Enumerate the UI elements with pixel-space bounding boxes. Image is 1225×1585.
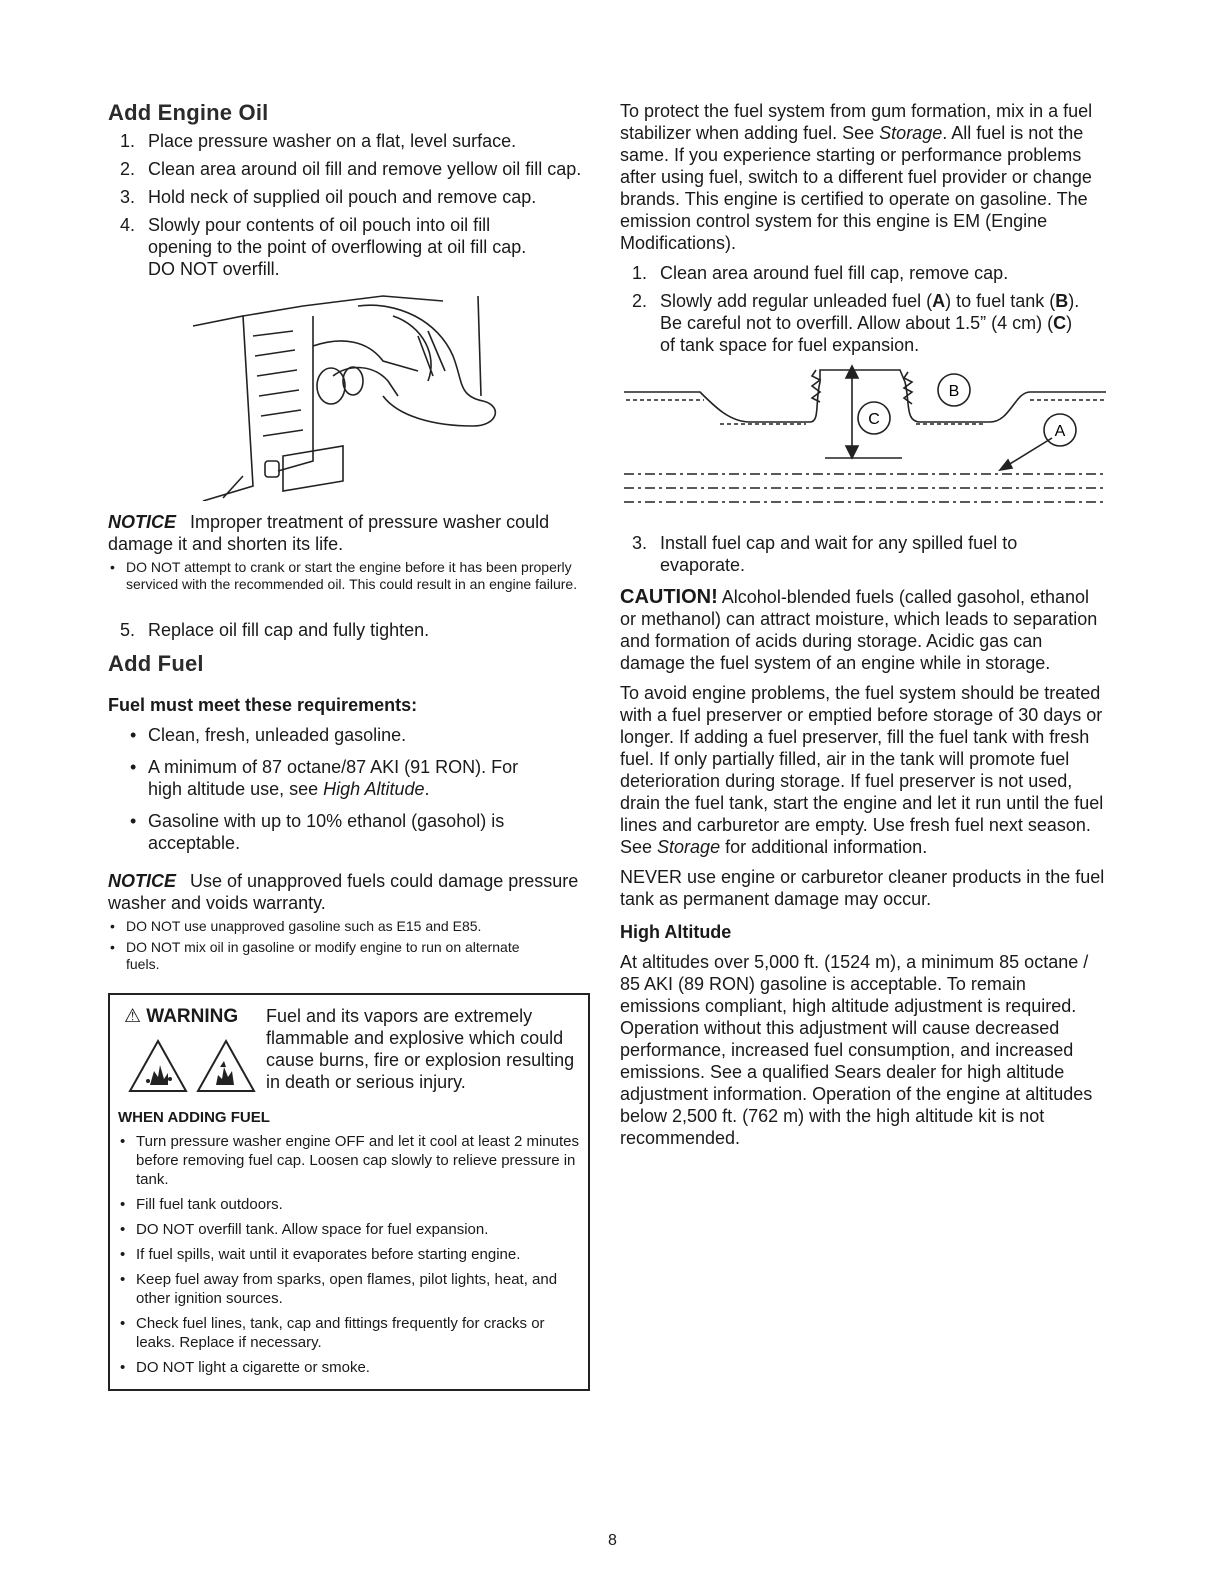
list-item — [108, 186, 588, 208]
list-item: • If fuel spills, wait until it evaporates before starting engine. — [118, 1245, 580, 1264]
req-text-end: . — [424, 779, 430, 799]
fuel-step-3 — [620, 532, 1110, 576]
step-number: 2. — [120, 159, 136, 179]
right-column — [620, 100, 1110, 1157]
step-text: Install fuel cap and wait for any spilled fuel to evaporate. — [660, 533, 1018, 575]
step-text: Clean area around oil fill and remove yellow oil fill cap. — [148, 159, 582, 179]
diagram-label-c: C — [868, 411, 880, 428]
list-item — [620, 532, 1090, 576]
list-item: • DO NOT mix oil in gasoline or modify engine to run on alternate fuels. — [108, 939, 526, 973]
avoid-text-end: for additional information. — [720, 837, 928, 857]
list-item: • Clean, fresh, unleaded gasoline. — [130, 724, 588, 746]
list-item: • Keep fuel away from sparks, open flames, pilot lights, heat, and other ignition sources. — [118, 1270, 580, 1308]
list-item — [620, 290, 1080, 356]
avoid-text: To avoid engine problems, the fuel system should be treated with a fuel preserver or emptied before storage of 30 days or longer. If adding a fuel preserver, fill the fuel tank with fresh fuel. If only partially filled, air in the tank will promote fuel deterioration during storage. If fuel preserver is not used, drain the fuel tank, start the engine and let it run until the fuel lines and carburetor are empty. Use fresh fuel next season. See — [620, 683, 1104, 857]
diagram-label-b: B — [948, 383, 960, 400]
ref-letter: B — [1055, 291, 1069, 311]
warning-text: Fuel and its vapors are extremely flammable and explosive which could cause burns, fire or explosion resulting in death or serious injury. — [266, 1006, 575, 1092]
fire-explosion-hazard-icon — [126, 1037, 266, 1097]
notice-text: Improper treatment of pressure washer could damage it and shorten its life. — [108, 512, 550, 554]
intro-text-end: . All fuel is not the same. If you experience starting or performance problems after using fuel, switch to a different fuel provider or change brands. This engine is certified to operate on gasoline. The emission control system for this engine is EM (Engine Modifications). — [620, 123, 1092, 253]
step-text: Slowly add regular unleaded fuel ( — [660, 291, 933, 311]
notice-oil — [108, 511, 588, 555]
notice-tag: NOTICE — [108, 871, 177, 891]
notice-fuel — [108, 870, 588, 914]
req-text: A minimum of 87 octane/87 AKI (91 RON). For high altitude use, see — [148, 757, 519, 799]
list-item — [108, 214, 548, 280]
page-number: 8 — [608, 1532, 617, 1549]
notice-fuel-bullets — [108, 918, 588, 973]
high-altitude-paragraph: At altitudes over 5,000 ft. (1524 m), a minimum 85 octane / 85 AKI (89 RON) gasoline is acceptable. To remain emissions compliant, high altitude adjustment is required. Operation without this adjustment will cause decreased performance, increased fuel consumption, and increased emissions. See a qualified Sears dealer for high altitude adjustment information. Operation of the engine at altitudes below 2,500 ft. (762 m) with the high altitude kit is not recommended. — [620, 952, 1093, 1148]
oil-step-5 — [108, 619, 588, 641]
list-item: • Check fuel lines, tank, cap and fittings frequently for cracks or leaks. Replace if necessary. — [118, 1314, 580, 1352]
high-altitude-heading: High Altitude — [620, 922, 732, 942]
step-text: Hold neck of supplied oil pouch and remove cap. — [148, 187, 537, 207]
list-item: • Gasoline with up to 10% ethanol (gasohol) is acceptable. — [130, 810, 548, 854]
step-number: 2. — [632, 291, 648, 311]
left-column — [108, 100, 588, 1391]
list-item — [620, 262, 1110, 284]
high-altitude-ref: High Altitude — [323, 779, 425, 799]
step-number: 5. — [120, 620, 136, 640]
add-fuel-heading: Add Fuel — [108, 651, 204, 676]
fuel-requirements-heading: Fuel must meet these requirements: — [108, 695, 418, 715]
fuel-requirements-list — [130, 724, 588, 854]
oil-fill-illustration — [183, 286, 523, 501]
notice-oil-bullets — [108, 559, 588, 593]
step-text: Slowly pour contents of oil pouch into oil fill opening to the point of overflowing at oil fill cap. DO NOT overfill. — [148, 215, 527, 279]
step-number: 4. — [120, 215, 136, 235]
notice-text: Use of unapproved fuels could damage pressure washer and voids warranty. — [108, 871, 579, 913]
step-text: Clean area around fuel fill cap, remove cap. — [660, 263, 1009, 283]
step-number: 1. — [632, 263, 648, 283]
caution-tag: CAUTION! — [620, 586, 718, 608]
step-text: Replace oil fill cap and fully tighten. — [148, 620, 430, 640]
step-number: 3. — [632, 533, 648, 553]
step-text: Place pressure washer on a flat, level surface. — [148, 131, 517, 151]
ref-letter: A — [932, 291, 946, 311]
storage-ref: Storage — [879, 123, 943, 143]
list-item: • DO NOT light a cigarette or smoke. — [118, 1358, 580, 1377]
warning-box — [108, 993, 590, 1391]
add-engine-oil-heading: Add Engine Oil — [108, 100, 269, 125]
step-text: ) of tank space for fuel expansion. — [660, 313, 1073, 355]
never-paragraph: NEVER use engine or carburetor cleaner products in the fuel tank as permanent damage may occur. — [620, 867, 1105, 909]
warning-title: ⚠ WARNING — [124, 1006, 239, 1027]
step-number: 1. — [120, 131, 136, 151]
when-adding-fuel-heading: WHEN ADDING FUEL — [118, 1109, 270, 1126]
diagram-label-a: A — [1054, 423, 1066, 440]
step-text: ) to fuel tank ( — [945, 291, 1056, 311]
list-item: • DO NOT use unapproved gasoline such as E15 and E85. — [108, 918, 588, 935]
fuel-steps-list — [620, 262, 1110, 356]
step-number: 3. — [120, 187, 136, 207]
fuel-intro-paragraph — [620, 100, 1110, 254]
oil-steps-list — [108, 130, 588, 280]
list-item — [108, 130, 588, 152]
avoid-problems-paragraph — [620, 682, 1110, 858]
intro-text: To protect the fuel system from gum formation, mix in a fuel stabilizer when adding fuel. See — [620, 101, 1093, 143]
step-text: ). Be careful not to overfill. Allow about 1.5” (4 cm) ( — [660, 291, 1080, 333]
list-item — [108, 158, 588, 180]
list-item — [130, 756, 548, 800]
warning-bullets — [118, 1132, 580, 1377]
storage-ref: Storage — [657, 837, 721, 857]
list-item: • DO NOT attempt to crank or start the engine before it has been properly serviced with the recommended oil. This could result in an engine failure. — [108, 559, 588, 593]
list-item: • Turn pressure washer engine OFF and let it cool at least 2 minutes before removing fuel cap. Loosen cap slowly to relieve pressure in tank. — [118, 1132, 580, 1189]
list-item: • Fill fuel tank outdoors. — [118, 1195, 580, 1214]
caution-paragraph — [620, 586, 1110, 674]
notice-tag: NOTICE — [108, 512, 177, 532]
ref-letter: C — [1053, 313, 1067, 333]
caution-text: Alcohol-blended fuels (called gasohol, ethanol or methanol) can attract moisture, which leads to separation and formation of acids during storage. Acidic gas can damage the fuel system of an engine while in storage. — [620, 587, 1098, 673]
list-item — [108, 619, 588, 641]
list-item: • DO NOT overfill tank. Allow space for fuel expansion. — [118, 1220, 580, 1239]
fuel-tank-diagram — [620, 362, 1110, 522]
